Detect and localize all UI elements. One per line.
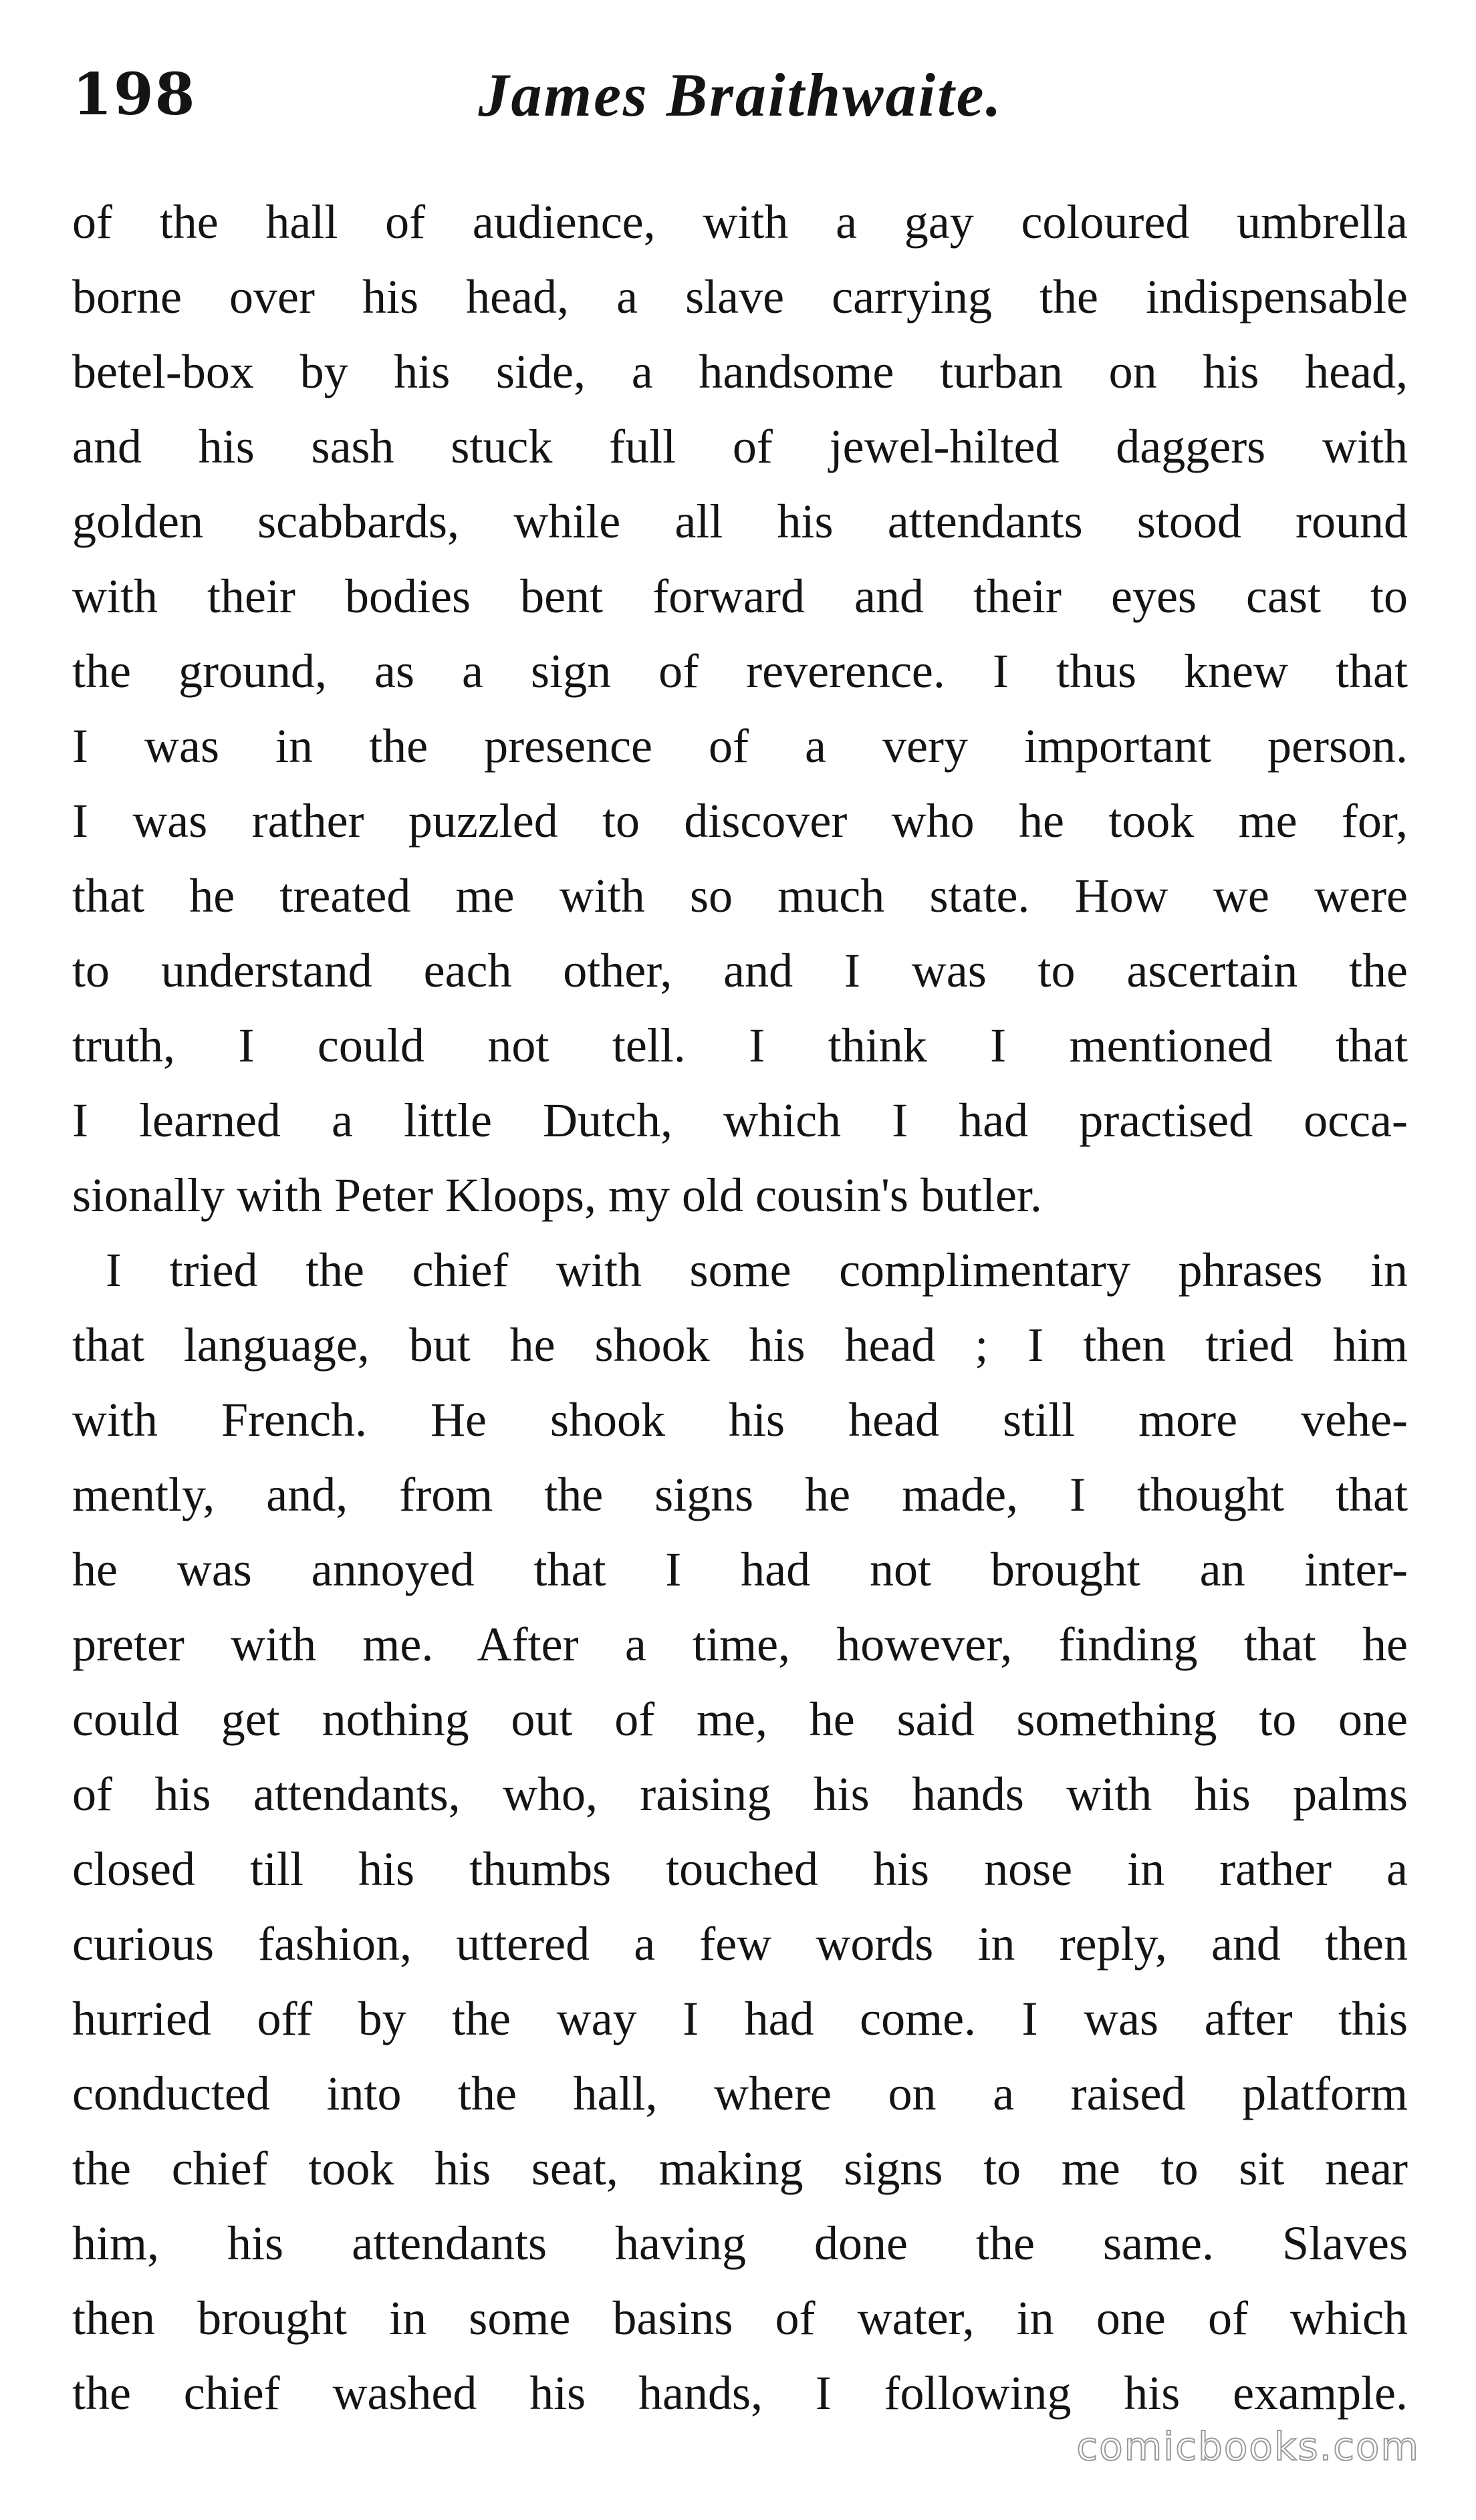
paragraph bbox=[72, 184, 1408, 1233]
text-line: that he treated me with so much state. How we were bbox=[72, 869, 1408, 922]
page-header bbox=[72, 55, 1409, 135]
text-line: I tried the chief with some complimentary phrases in bbox=[106, 1243, 1408, 1297]
text-line: him, his attendants having done the same. Slaves bbox=[72, 2217, 1408, 2270]
text-line: he was annoyed that I had not brought an inter- bbox=[72, 1543, 1408, 1596]
text-line: hurried off by the way I had come. I was after this bbox=[72, 1992, 1408, 2045]
text-line: I learned a little Dutch, which I had practised occa- bbox=[72, 1094, 1408, 1147]
page-number: 198 bbox=[72, 61, 197, 128]
text-line: could get nothing out of me, he said something to one bbox=[72, 1692, 1408, 1746]
body-text bbox=[72, 184, 1408, 2430]
text-line: preter with me. After a time, however, finding that he bbox=[72, 1618, 1408, 1671]
text-line: mently, and, from the signs he made, I thought that bbox=[72, 1468, 1408, 1521]
text-line: that language, but he shook his head ; I then tried him bbox=[72, 1318, 1408, 1372]
running-title: James Braithwaite. bbox=[478, 61, 1003, 129]
text-line: curious fashion, uttered a few words in reply, and then bbox=[72, 1917, 1408, 1971]
text-line: of the hall of audience, with a gay coloured umbrella bbox=[72, 195, 1408, 249]
text-line: betel-box by his side, a handsome turban on his head, bbox=[72, 345, 1408, 398]
text-line: the chief washed his hands, I following his example. bbox=[72, 2366, 1408, 2420]
text-line: conducted into the hall, where on a raised platform bbox=[72, 2067, 1408, 2120]
text-line: and his sash stuck full of jewel-hilted daggers with bbox=[72, 420, 1408, 473]
text-line: then brought in some basins of water, in one of which bbox=[72, 2291, 1408, 2345]
text-line: of his attendants, who, raising his hands with his palms bbox=[72, 1767, 1408, 1821]
text-line: the ground, as a sign of reverence. I thus knew that bbox=[72, 644, 1408, 698]
watermark: comicbooks.com bbox=[1076, 2424, 1420, 2469]
text-line: I was rather puzzled to discover who he took me for, bbox=[72, 794, 1408, 848]
text-line: with their bodies bent forward and their eyes cast to bbox=[72, 570, 1408, 623]
paragraph bbox=[72, 1233, 1408, 2430]
text-line: with French. He shook his head still more vehe- bbox=[72, 1393, 1408, 1446]
text-line: borne over his head, a slave carrying the indispensable bbox=[72, 270, 1408, 324]
text-line: the chief took his seat, making signs to me to sit near bbox=[72, 2142, 1408, 2195]
text-line: truth, I could not tell. I think I mentioned that bbox=[72, 1019, 1408, 1072]
text-line: closed till his thumbs touched his nose in rather a bbox=[72, 1842, 1408, 1896]
text-line: sionally with Peter Kloops, my old cousin's butler. bbox=[72, 1168, 1042, 1222]
text-line: I was in the presence of a very important person. bbox=[72, 719, 1408, 773]
text-line: to understand each other, and I was to ascertain the bbox=[72, 944, 1408, 997]
text-line: golden scabbards, while all his attendants stood round bbox=[72, 495, 1408, 548]
